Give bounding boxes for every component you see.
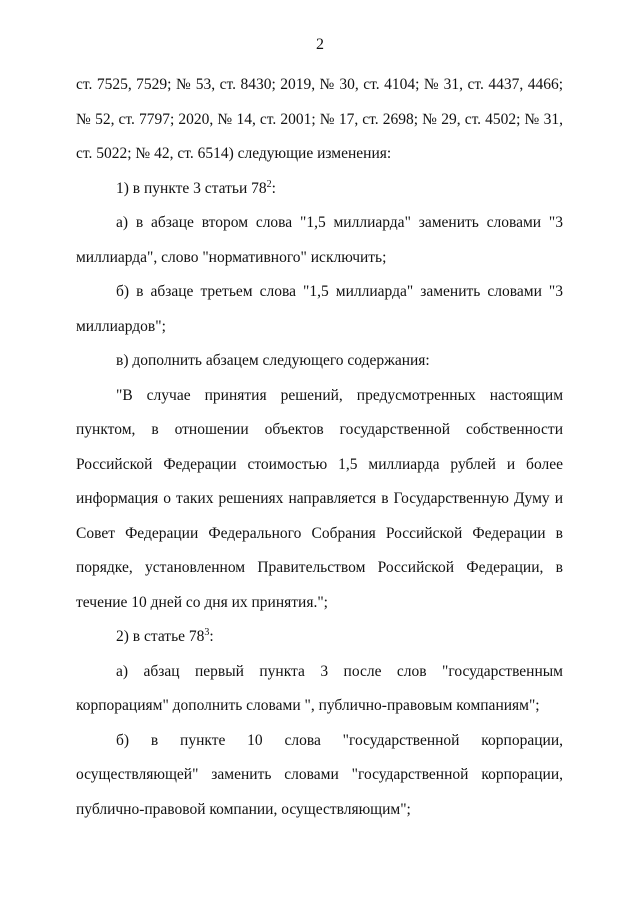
paragraph-item-1-tail: : — [271, 179, 276, 197]
document-body — [76, 68, 563, 827]
paragraph-item-2-text: 2) в статье 78 — [116, 628, 205, 645]
paragraph-item-1-text: 1) в пункте 3 статьи 78 — [116, 179, 267, 197]
paragraph-item-2-subitem-a: а) абзац первый пункта 3 после слов "государственным корпорациям" дополнить словами ", публично-правовым компаниям"; — [76, 662, 563, 714]
paragraph-subitem-a: а) в абзаце втором слова "1,5 миллиарда" заменить словами "3 миллиарда", слово "нормативного" исключить; — [76, 214, 563, 266]
paragraph-item-1 — [76, 172, 563, 207]
paragraph-item-2-tail: : — [209, 628, 214, 645]
article-superscript: 3 — [204, 626, 210, 638]
paragraph-item-2 — [76, 620, 563, 655]
article-superscript: 2 — [266, 178, 272, 190]
paragraph-subitem-b: б) в абзаце третьем слова "1,5 миллиарда" заменить словами "3 миллиардов"; — [76, 283, 563, 335]
paragraph-quoted-insert: "В случае принятия решений, предусмотренных настоящим пунктом, в отношении объектов государственной собственности Российской Федерации стоимостью 1,5 миллиарда рублей и более информация о таких решениях направляется в Государственную Думу и Совет Федерации Федерального Собрания Российской Федерации в порядке, установленном Правительством Российской Федерации, в течение 10 дней со дня их принятия."; — [76, 386, 563, 611]
paragraph-item-2-subitem-b: б) в пункте 10 слова "государственной корпорации, осуществляющей" заменить словами "государственной корпорации, публично-правовой компании, осуществляющим"; — [76, 731, 563, 818]
paragraph-continuation: ст. 7525, 7529; № 53, ст. 8430; 2019, № 30, ст. 4104; № 31, ст. 4437, 4466; № 52, ст. 7797; 2020, № 14, ст. 2001; № 17, ст. 2698; № 29, ст. 4502; № 31, ст. 5022; № 42, ст. 6514) следующие изменения: — [76, 76, 563, 162]
page-number: 2 — [316, 36, 324, 53]
paragraph-subitem-v: в) дополнить абзацем следующего содержания: — [116, 352, 430, 369]
